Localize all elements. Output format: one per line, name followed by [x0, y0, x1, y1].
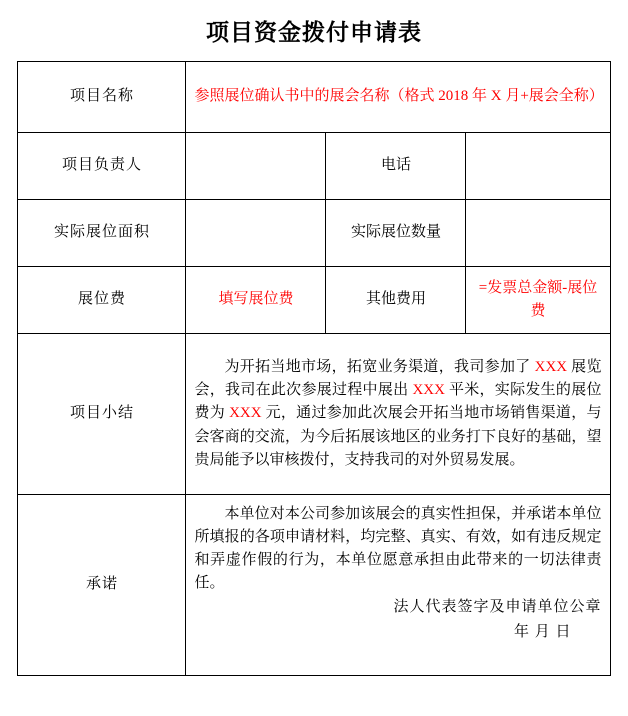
- table-row: [18, 267, 610, 334]
- booth-area-value[interactable]: [186, 200, 326, 267]
- promise-text: 本单位对本公司参加该展会的真实性担保，并承诺本单位所填报的各项申请材料，均完整、真实、有效，如有违反规定和弄虚作假的行为，本单位愿意承担由此带来的一切法律责任。: [194, 505, 602, 592]
- table-row: [18, 495, 610, 676]
- table-row: [18, 334, 610, 495]
- project-owner-label: 项目负责人: [18, 133, 186, 200]
- table-row: [18, 62, 610, 133]
- other-fee-label: 其他费用: [326, 267, 466, 334]
- summary-placeholder-exhibition: XXX: [534, 358, 568, 375]
- table-row: [18, 133, 610, 200]
- booth-fee-label: 展位费: [18, 267, 186, 334]
- summary-text-part2: 展览会，我司在此次参展过程中展出: [194, 358, 602, 399]
- promise-value[interactable]: [186, 495, 610, 676]
- summary-placeholder-area: XXX: [412, 382, 445, 399]
- summary-text-part4: 元，通过参加此次展会开拓当地市场销售渠道，与会客商的交流，为今后拓展该地区的业务打下良好的基础，望贵局能予以审核拨付，支持我司的对外贸易发展。: [194, 405, 602, 468]
- table-row: [18, 200, 610, 267]
- project-name-label: 项目名称: [18, 62, 186, 133]
- summary-value[interactable]: [186, 334, 610, 495]
- other-fee-value[interactable]: =发票总金额-展位费: [466, 267, 610, 334]
- booth-count-value[interactable]: [466, 200, 610, 267]
- application-form-table: [17, 61, 610, 676]
- date-line: 年 月 日: [513, 623, 572, 640]
- summary-placeholder-fee: XXX: [229, 405, 262, 422]
- signature-block: [194, 596, 601, 664]
- booth-fee-value[interactable]: 填写展位费: [186, 267, 326, 334]
- booth-area-label: 实际展位面积: [18, 200, 186, 267]
- summary-label: 项目小结: [18, 334, 186, 495]
- signature-line: 法人代表签字及申请单位公章: [393, 598, 602, 615]
- phone-value[interactable]: [466, 133, 610, 200]
- summary-text-part1: 为开拓当地市场，拓宽业务渠道，我司参加了: [224, 358, 535, 375]
- phone-label: 电话: [326, 133, 466, 200]
- booth-count-label: 实际展位数量: [326, 200, 466, 267]
- project-name-value[interactable]: 参照展位确认书中的展会名称（格式 2018 年 X 月+展会全称）: [186, 62, 610, 133]
- promise-label: 承诺: [18, 495, 186, 676]
- page-title: 项目资金拨付申请表: [206, 19, 422, 45]
- project-owner-value[interactable]: [186, 133, 326, 200]
- summary-text-part3: 平米，实际发生的展位费为: [194, 382, 602, 422]
